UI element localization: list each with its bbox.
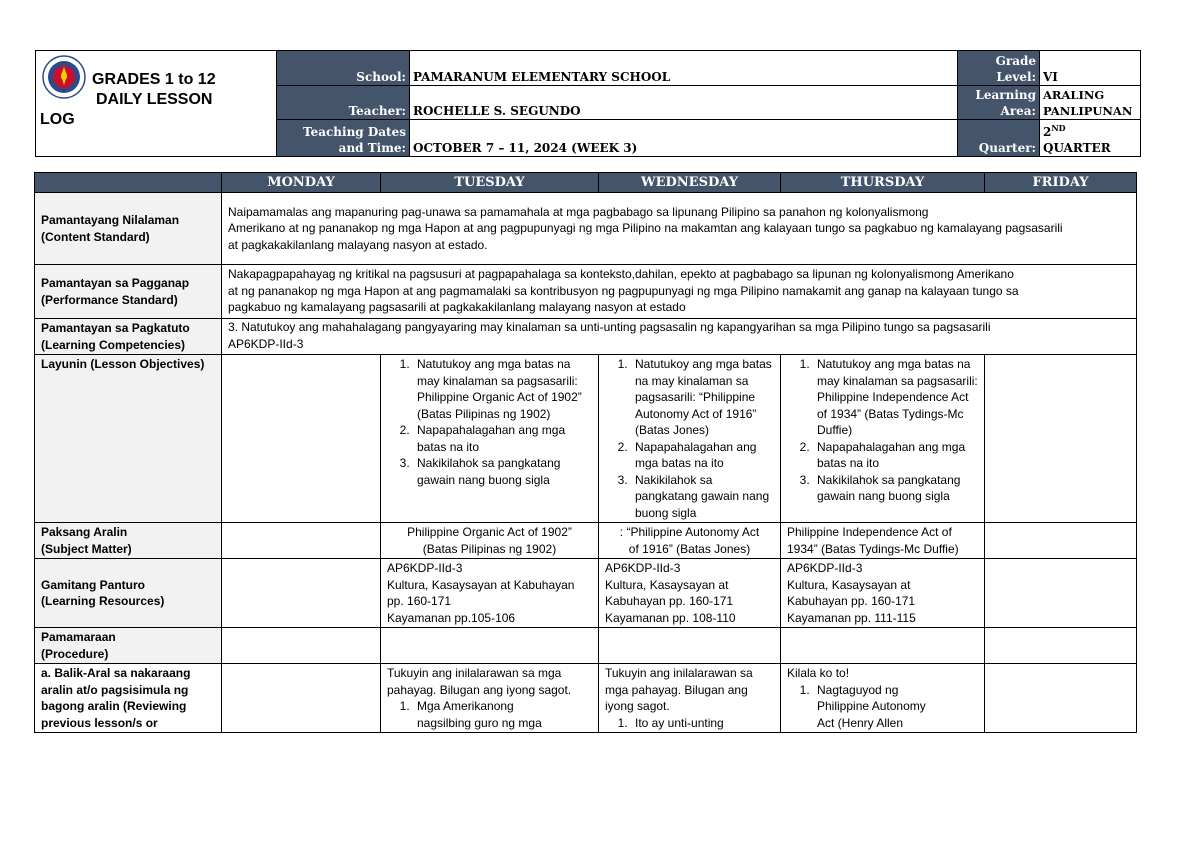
subject-matter-thursday-2: 1934” (Batas Tydings-Mc Duffie) xyxy=(787,541,959,556)
review-row xyxy=(35,664,1137,733)
teacher-value: ROCHELLE S. SEGUNDO xyxy=(410,86,958,120)
title-line-3: LOG xyxy=(40,111,75,128)
review-label-4: previous lesson/s or xyxy=(41,715,158,730)
competencies-label-2: (Learning Competencies) xyxy=(41,337,186,352)
resources-thursday-4: Kayamanan pp. 111-115 xyxy=(787,610,916,625)
resources-wednesday-4: Kayamanan pp. 108-110 xyxy=(605,610,736,625)
content-standard-label xyxy=(35,193,222,265)
content-standard-row xyxy=(35,193,1137,265)
resources-thursday xyxy=(781,559,985,628)
grade-label xyxy=(958,51,1040,86)
review-thursday-list xyxy=(787,682,978,732)
list-item: 1. Natutukoy ang mga batas na may kinalaman sa pagsasarili: “Philippine Autonomy Act of 1916” (Batas Jones) xyxy=(631,356,774,439)
subject-matter-monday xyxy=(222,523,381,559)
competencies-line-1: 3. Natutukoy ang mahahalagang pangyayaring may kinalaman sa unti-unting pagsasalin ng kapangyarihan sa mga Pilipino tungo sa pagsasarili xyxy=(228,320,991,334)
objectives-thursday xyxy=(781,355,985,523)
dates-label xyxy=(277,120,410,157)
review-thursday-intro: Kilala ko to! xyxy=(787,666,850,680)
title-cell xyxy=(36,51,277,157)
lesson-log-table xyxy=(34,172,1137,733)
review-label-3: bagong aralin (Reviewing xyxy=(41,699,187,713)
review-thursday-item-3: Act (Henry Allen xyxy=(817,715,904,730)
procedure-row xyxy=(35,628,1137,664)
content-standard-line-3: at pagkakakilanlang malayang nasyon at estado. xyxy=(228,237,488,252)
review-friday xyxy=(985,664,1137,733)
quarter-num: 2 xyxy=(1043,125,1052,139)
area-label-line-2: Area: xyxy=(1000,104,1036,118)
resources-wednesday-3: Kabuhayan pp. 160-171 xyxy=(605,594,734,608)
area-value xyxy=(1040,86,1141,120)
review-monday xyxy=(222,664,381,733)
review-tuesday-intro-2: pahayag. Bilugan ang iyong sagot. xyxy=(387,682,572,697)
list-item: 2. Napapahalagahan ang mga batas na ito xyxy=(413,422,592,455)
objectives-row xyxy=(35,355,1137,523)
procedure-label xyxy=(35,628,222,664)
resources-label-2: (Learning Resources) xyxy=(41,594,165,608)
review-wednesday-intro-3: iyong sagot. xyxy=(605,699,670,713)
list-item: 3. Nakikilahok sa pangkatang gawain nang buong sigla xyxy=(413,455,592,488)
list-item: 2. Napapahalagahan ang mga batas na ito xyxy=(813,439,978,472)
list-item: 3. Nakikilahok sa pangkatang gawain nang buong sigla xyxy=(813,472,978,505)
subject-matter-tuesday xyxy=(381,523,599,559)
objectives-tuesday xyxy=(381,355,599,523)
review-label xyxy=(35,664,222,733)
resources-label xyxy=(35,559,222,628)
list-item: 1. Ito ay unti-unting xyxy=(631,715,774,732)
resources-tuesday-2: Kultura, Kasaysayan at Kabuhayan xyxy=(387,577,575,592)
review-tuesday-intro-1: Tukuyin ang inilalarawan sa mga xyxy=(387,666,562,680)
content-standard-line-1: Naipamamalas ang mapanuring pag-unawa sa pamamahala at mga pagbabago sa lipunang Pilipino sa panahon ng kolonyalismong xyxy=(228,204,929,219)
objectives-friday xyxy=(985,355,1137,523)
review-wednesday xyxy=(599,664,781,733)
review-wednesday-list xyxy=(605,715,774,732)
resources-thursday-1: AP6KDP-IId-3 xyxy=(787,561,863,575)
objectives-wednesday xyxy=(599,355,781,523)
area-label xyxy=(958,86,1040,120)
objectives-thursday-list xyxy=(787,356,978,505)
school-label: School: xyxy=(277,51,410,86)
day-wednesday: WEDNESDAY xyxy=(599,173,781,193)
deped-seal-icon xyxy=(42,55,86,99)
list-item xyxy=(813,682,978,732)
objectives-wednesday-list xyxy=(605,356,774,521)
subject-matter-tuesday-2: (Batas Pilipinas ng 1902) xyxy=(422,541,557,556)
day-monday: MONDAY xyxy=(222,173,381,193)
list-item: 3. Nakikilahok sa pangkatang gawain nang buong sigla xyxy=(631,472,774,522)
competencies-line-2: AP6KDP-IId-3 xyxy=(228,336,304,351)
subject-matter-tuesday-1: Philippine Organic Act of 1902” xyxy=(407,525,572,539)
review-label-1: a. Balik-Aral sa nakaraang xyxy=(41,666,191,680)
content-standard-label-1: Pamantayang Nilalaman xyxy=(41,213,180,227)
performance-standard-label-2: (Performance Standard) xyxy=(41,292,178,307)
area-value-line-2: PANLIPUNAN xyxy=(1043,104,1133,118)
resources-tuesday xyxy=(381,559,599,628)
review-wednesday-intro-2: mga pahayag. Bilugan ang xyxy=(605,682,748,697)
list-item: 2. Napapahalagahan ang mga batas na ito xyxy=(631,439,774,472)
review-wednesday-intro-1: Tukuyin ang inilalarawan sa xyxy=(605,666,753,680)
area-label-line-1: Learning xyxy=(975,88,1036,102)
resources-tuesday-3: pp. 160-171 xyxy=(387,594,452,608)
resources-thursday-3: Kabuhayan pp. 160-171 xyxy=(787,594,916,608)
resources-row xyxy=(35,559,1137,628)
procedure-thursday xyxy=(781,628,985,664)
objectives-monday xyxy=(222,355,381,523)
title-line-1: GRADES 1 to 12 xyxy=(92,71,216,88)
resources-thursday-2: Kultura, Kasaysayan at xyxy=(787,577,911,592)
day-tuesday: TUESDAY xyxy=(381,173,599,193)
list-item: 1. Natutukoy ang mga batas na may kinalaman sa pagsasarili: Philippine Organic Act of 1902” (Batas Pilipinas ng 1902) xyxy=(413,356,592,422)
resources-friday xyxy=(985,559,1137,628)
review-thursday-item-1: 1. Nagtaguyod ng xyxy=(817,682,899,697)
procedure-label-2: (Procedure) xyxy=(41,646,109,661)
subject-matter-label-1: Paksang Aralin xyxy=(41,525,128,539)
subject-matter-friday xyxy=(985,523,1137,559)
procedure-monday xyxy=(222,628,381,664)
quarter-label: Quarter: xyxy=(958,120,1040,157)
day-thursday: THURSDAY xyxy=(781,173,985,193)
performance-standard-label xyxy=(35,265,222,319)
subject-matter-label-2: (Subject Matter) xyxy=(41,541,132,556)
teacher-label: Teacher: xyxy=(277,86,410,120)
subject-matter-label xyxy=(35,523,222,559)
review-thursday-item-2: Philippine Autonomy xyxy=(817,699,926,713)
resources-tuesday-4: Kayamanan pp.105-106 xyxy=(387,610,516,625)
performance-standard-line-2: at ng pananakop ng mga Hapon at ang pagmamalaki sa kontribusyon ng pagpupunyagi ng mga Pilipino namakamit ang ganap na kalayaan tungo sa xyxy=(228,283,1019,298)
resources-wednesday-2: Kultura, Kasaysayan at xyxy=(605,577,729,592)
dates-value: OCTOBER 7 – 11, 2024 (WEEK 3) xyxy=(410,120,958,157)
grade-value: VI xyxy=(1040,51,1141,86)
content-standard-line-2: Amerikano at ng pananakop ng mga Hapon at ang pagpupunyagi ng mga Pilipino na makamtan ang kalayaan tungo sa pagkabuo ng kamalayang pagsasarili xyxy=(228,221,1063,236)
competencies-label xyxy=(35,319,222,355)
resources-label-1: Gamitang Panturo xyxy=(41,577,146,592)
list-item xyxy=(413,698,592,731)
subject-matter-wednesday-1: : “Philippine Autonomy Act xyxy=(619,525,760,539)
day-friday: FRIDAY xyxy=(985,173,1137,193)
resources-monday xyxy=(222,559,381,628)
subject-matter-wednesday xyxy=(599,523,781,559)
review-tuesday xyxy=(381,664,599,733)
review-tuesday-item-2: nagsilbing guro ng mga xyxy=(417,715,542,730)
competencies-label-1: Pamantayan sa Pagkatuto xyxy=(41,321,190,335)
list-item: 1. Natutukoy ang mga batas na may kinalaman sa pagsasarili: Philippine Independence Act of 1934” (Batas Tydings-Mc Duffie) xyxy=(813,356,978,439)
subject-matter-wednesday-2: of 1916” (Batas Jones) xyxy=(628,541,751,556)
performance-standard-line-3: pagkabuo ng kamalayang pagsasarili at pagkakakilanlang malayang nasyon at estado xyxy=(228,300,686,314)
review-label-2: aralin at/o pagsisimula ng xyxy=(41,682,189,697)
objectives-tuesday-list xyxy=(387,356,592,488)
performance-standard-line-1: Nakapagpapahayag ng kritikal na pagsusuri at pagpapahalaga sa konteksto,dahilan, epekto at pagbabago sa lipunan ng kolonyalismong Amerikano xyxy=(228,267,1014,281)
day-header-row xyxy=(35,173,1137,193)
title-line-2: DAILY LESSON xyxy=(96,91,213,108)
review-thursday xyxy=(781,664,985,733)
resources-wednesday-1: AP6KDP-IId-3 xyxy=(605,561,681,575)
review-tuesday-item-1: 1. Mga Amerikanong xyxy=(417,699,514,713)
subject-matter-row xyxy=(35,523,1137,559)
content-standard-text xyxy=(222,193,1137,265)
area-value-line-1: ARALING xyxy=(1043,88,1105,102)
header-table xyxy=(35,50,1141,157)
dates-label-line-2: and Time: xyxy=(338,141,406,155)
competencies-text xyxy=(222,319,1137,355)
subject-matter-thursday xyxy=(781,523,985,559)
procedure-friday xyxy=(985,628,1137,664)
performance-standard-text xyxy=(222,265,1137,319)
grade-label-line-2: Level: xyxy=(996,70,1036,84)
quarter-number xyxy=(1043,120,1137,140)
review-tuesday-list xyxy=(387,698,592,731)
quarter-word: QUARTER xyxy=(1043,141,1111,155)
objectives-label: Layunin (Lesson Objectives) xyxy=(35,355,222,523)
corner-cell xyxy=(35,173,222,193)
resources-wednesday xyxy=(599,559,781,628)
quarter-value xyxy=(1040,120,1141,157)
resources-tuesday-1: AP6KDP-IId-3 xyxy=(387,561,463,575)
grade-label-line-1: Grade xyxy=(995,54,1036,68)
performance-standard-row xyxy=(35,265,1137,319)
subject-matter-thursday-1: Philippine Independence Act of xyxy=(787,525,952,539)
content-standard-label-2: (Content Standard) xyxy=(41,229,150,244)
procedure-wednesday xyxy=(599,628,781,664)
quarter-sup: ND xyxy=(1051,123,1066,133)
performance-standard-label-1: Pamantayan sa Pagganap xyxy=(41,276,190,290)
school-value: PAMARANUM ELEMENTARY SCHOOL xyxy=(410,51,958,86)
procedure-tuesday xyxy=(381,628,599,664)
procedure-label-1: Pamamaraan xyxy=(41,630,116,644)
dates-label-line-1: Teaching Dates xyxy=(303,125,406,139)
competencies-row xyxy=(35,319,1137,355)
